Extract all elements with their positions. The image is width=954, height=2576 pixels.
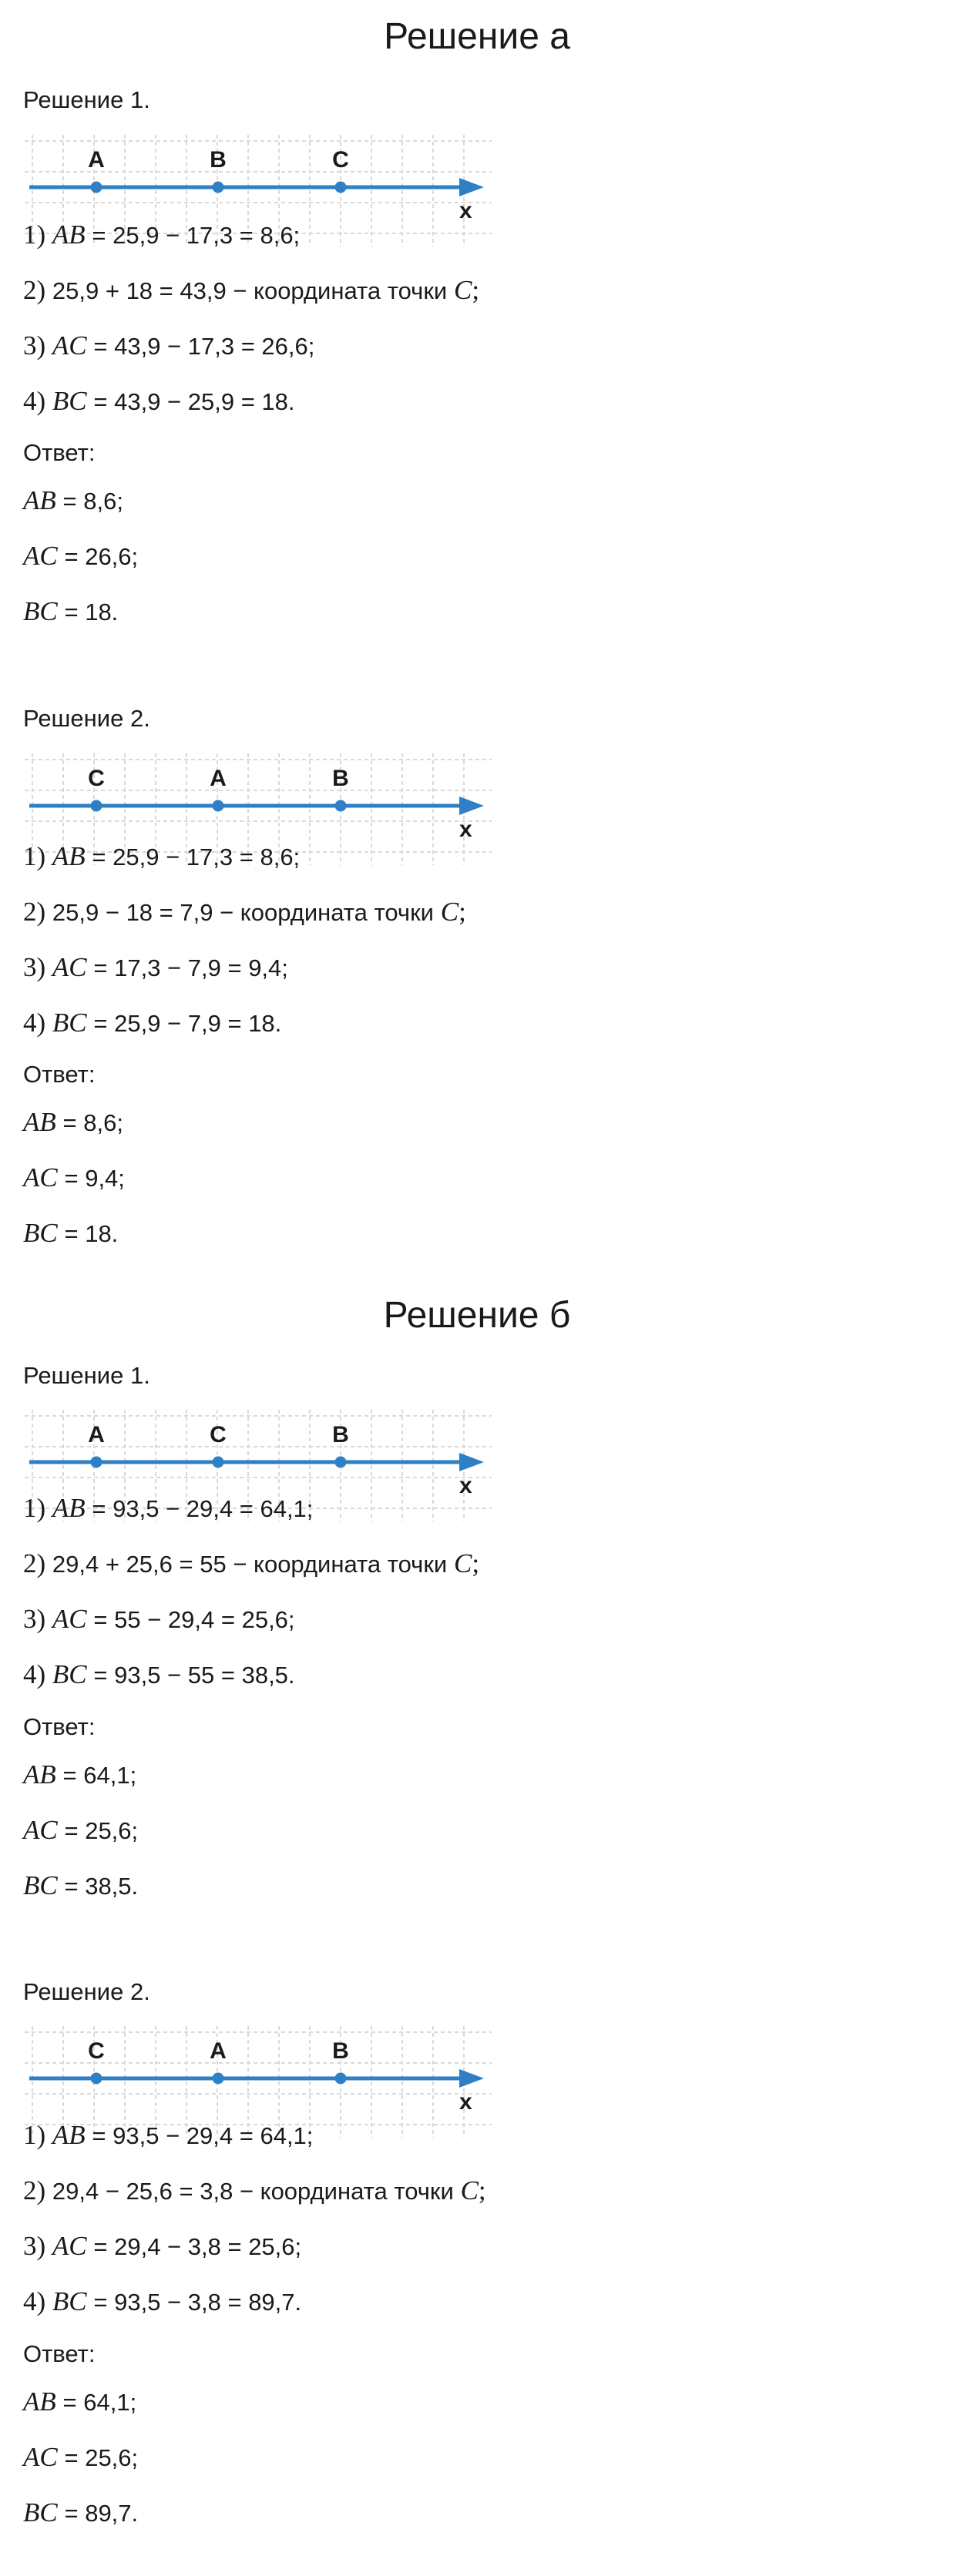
point-marker [335, 1457, 347, 1468]
axis-label: x [459, 817, 472, 842]
answer-label: Ответ: [23, 1061, 96, 1088]
point-label: A [88, 1422, 105, 1447]
step-line: 2) 29,4 + 25,6 = 55 − координата точки C; [23, 1548, 480, 1578]
point-marker [213, 1457, 224, 1468]
point-marker [335, 2073, 347, 2085]
step-line: 3) AC = 43,9 − 17,3 = 26,6; [23, 330, 315, 361]
point-marker [213, 800, 224, 812]
answer-line: AC = 25,6; [23, 2442, 139, 2472]
answer-line: BC = 18. [23, 596, 119, 626]
point-label: B [332, 1422, 349, 1447]
answer-line: BC = 38,5. [23, 1870, 139, 1900]
answer-line: AC = 25,6; [23, 1815, 139, 1845]
answer-line: BC = 89,7. [23, 2497, 139, 2527]
part-a-title: Решение а [384, 16, 570, 57]
point-marker [335, 800, 347, 812]
answer-label: Ответ: [23, 439, 96, 466]
solution-caption: Решение 2. [23, 1978, 150, 2005]
step-line: 1) AB = 93,5 − 29,4 = 64,1; [23, 2120, 314, 2150]
step-line: 4) BC = 25,9 − 7,9 = 18. [23, 1008, 282, 1038]
answer-label: Ответ: [23, 2340, 96, 2367]
step-line: 1) AB = 25,9 − 17,3 = 8,6; [23, 220, 301, 250]
step-line: 4) BC = 93,5 − 3,8 = 89,7. [23, 2286, 302, 2316]
answer-line: AC = 9,4; [23, 1162, 125, 1192]
axis-arrow-icon [459, 178, 484, 196]
axis-label: x [459, 1473, 472, 1498]
answer-label: Ответ: [23, 1713, 96, 1740]
step-line: 2) 29,4 − 25,6 = 3,8 − координата точки C; [23, 2175, 486, 2205]
answer-line: AB = 8,6; [23, 485, 123, 515]
step-line: 3) AC = 29,4 − 3,8 = 25,6; [23, 2231, 302, 2261]
solution-caption: Решение 2. [23, 705, 150, 732]
answer-line: BC = 18. [23, 1218, 119, 1248]
step-line: 4) BC = 43,9 − 25,9 = 18. [23, 386, 295, 416]
point-label: A [210, 766, 227, 791]
step-line: 2) 25,9 − 18 = 7,9 − координата точки C; [23, 897, 466, 927]
point-label: C [210, 1422, 227, 1447]
axis-label: x [459, 2089, 472, 2115]
axis-label: x [459, 198, 472, 223]
point-marker [91, 800, 102, 812]
answer-line: AB = 64,1; [23, 1759, 137, 1789]
point-marker [335, 182, 347, 193]
step-line: 1) AB = 25,9 − 17,3 = 8,6; [23, 841, 301, 871]
point-marker [91, 1457, 102, 1468]
step-line: 3) AC = 17,3 − 7,9 = 9,4; [23, 952, 288, 982]
solution-caption: Решение 1. [23, 86, 150, 113]
point-label: A [210, 2038, 227, 2064]
step-line: 2) 25,9 + 18 = 43,9 − координата точки C; [23, 275, 480, 305]
point-label: B [210, 147, 227, 173]
point-label: C [332, 147, 349, 173]
point-marker [91, 2073, 102, 2085]
point-marker [213, 2073, 224, 2085]
axis-arrow-icon [459, 1453, 484, 1471]
point-label: B [332, 2038, 349, 2064]
point-marker [213, 182, 224, 193]
answer-line: AB = 64,1; [23, 2386, 137, 2417]
step-line: 3) AC = 55 − 29,4 = 25,6; [23, 1604, 295, 1634]
point-marker [91, 182, 102, 193]
point-label: B [332, 766, 349, 791]
solution-caption: Решение 1. [23, 1362, 150, 1389]
answer-line: AB = 8,6; [23, 1107, 123, 1137]
answer-line: AC = 26,6; [23, 541, 139, 571]
axis-arrow-icon [459, 2069, 484, 2088]
step-line: 4) BC = 93,5 − 55 = 38,5. [23, 1659, 295, 1689]
axis-arrow-icon [459, 797, 484, 815]
part-b-title: Решение б [383, 1295, 571, 1336]
step-line: 1) AB = 93,5 − 29,4 = 64,1; [23, 1493, 314, 1523]
point-label: A [88, 147, 105, 173]
point-label: C [88, 766, 105, 791]
point-label: C [88, 2038, 105, 2064]
